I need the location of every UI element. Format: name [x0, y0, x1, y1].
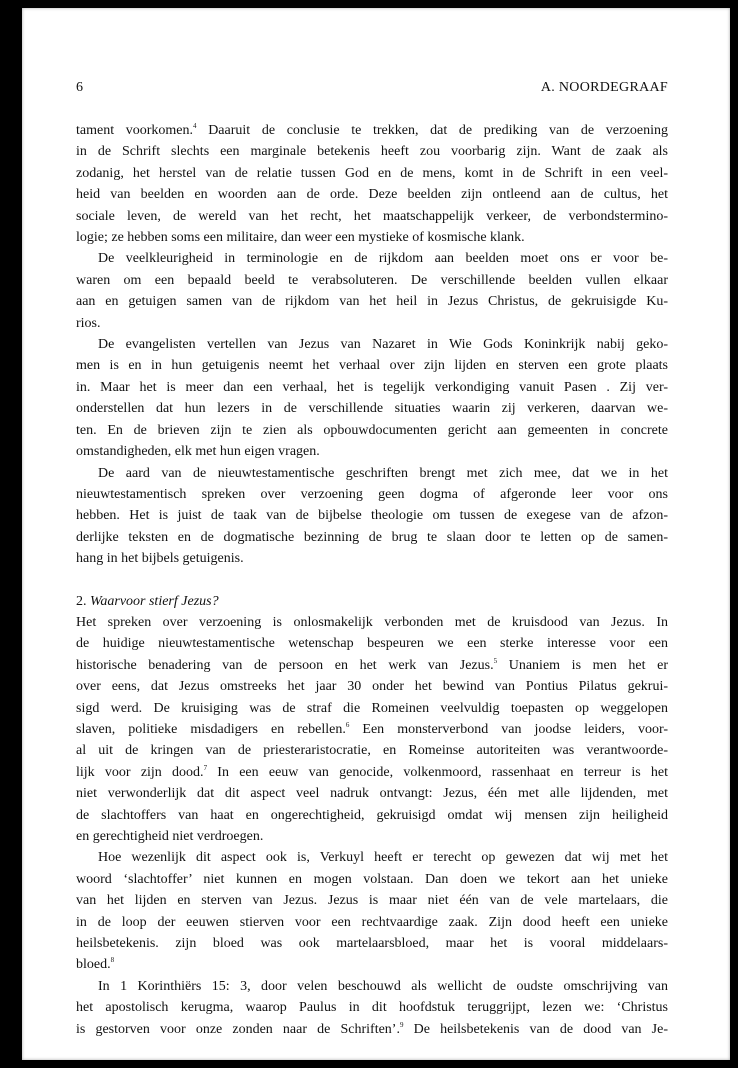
text-line: De evangelisten vertellen van Jezus van Nazaret in Wie Gods Koninkrijk nabij geko-: [98, 337, 668, 353]
text-line: in de Schrift slechts een marginale betekenis heeft zou voorbarig zijn. Want de zaak als: [76, 144, 668, 160]
text-line: de slachtoffers van haat en ongerechtigheid, gekruisigd omdat wij mensen zijn heiligheid: [76, 807, 668, 823]
text-line: tament voorkomen.$^4$ Daaruit de conclusie te trekken, dat de prediking van de verzoening: [76, 122, 668, 138]
running-head: A. NOORDEGRAAF: [540, 80, 668, 95]
page-number: 6: [76, 80, 83, 95]
text-line: waren om een bepaald beeld te verabsoluteren. De verschillende beelden vullen elkaar: [76, 272, 668, 288]
footnote-marker: 7: [203, 763, 208, 772]
footnote-marker: 4: [193, 122, 197, 130]
text-line: niet verwonderlijk dat dit aspect veel nadruk ontvangt: Jezus, één met alle lijdenden, met: [76, 786, 668, 802]
text-line: In 1 Korinthiërs 15: 3, door velen beschouwd als wellicht de oudste omschrijving van: [98, 978, 668, 994]
text-line: onderstellen dat hun lezers in de verschillende situaties waarin zij verkeren, daarvan we-: [76, 401, 668, 417]
footnote-marker: 9: [399, 1020, 404, 1029]
text-line: Hoe wezenlijk dit aspect ook is, Verkuyl heeft er terecht op gewezen dat wij met het: [98, 850, 668, 866]
text-line: historische benadering van de persoon en het werk van Jezus.$^5$ Unaniem is men het er: [76, 656, 668, 673]
text-line: aan en getuigen samen van de rijkdom van het heil in Jezus Christus, de gekruisigde Ku-: [76, 294, 668, 310]
text-line: sigd werd. De kruisiging was de straf die Romeinen veelvuldig toepasten op weggelopen: [76, 700, 668, 716]
footnote-marker: 8: [110, 956, 115, 965]
document-page: [22, 8, 730, 1060]
text-line: ten. En de brieven zijn te zien als opbouwdocumenten gericht aan gemeenten in concrete: [76, 422, 668, 438]
body-text: [76, 120, 668, 1040]
text-line: hebben. Het is juist de taak van de bijbelse theologie om tussen de exegese van de afzon-: [76, 508, 668, 524]
text-line: en gerechtigheid niet verdroegen.: [76, 829, 264, 844]
text-line: het apostolisch kerugma, waarop Paulus in dit hoofdstuk teruggrijpt, lezen we: ‘Christus: [76, 1000, 668, 1016]
text-line: woord ‘slachtoffer’ niet kunnen en mogen volstaan. Dan doen we tekort aan het unieke: [76, 871, 668, 887]
section-number: 2.: [76, 593, 87, 609]
text-line: bloed.$^8$: [76, 956, 115, 973]
text-line: rios.: [76, 315, 101, 331]
text-line: Het spreken over verzoening is onlosmakelijk verbonden met de kruisdood van Jezus. In: [76, 614, 668, 630]
text-line: lijk voor zijn dood.$^7$ In een eeuw van genocide, volkenmoord, rassenhaat en terreur is het: [76, 763, 669, 780]
text-line: De veelkleurigheid in terminologie en de rijkdom aan beelden moet ons er voor be-: [98, 251, 668, 267]
text-line: slaven, politieke misdadigers en rebellen.$^6$ Een monsterverbond van joodse leiders, voor-: [76, 720, 668, 737]
text-line: hang in het bijbels getuigenis.: [76, 551, 244, 567]
text-line: al uit de kringen van de priesteraristocratie, en Romeinse autoriteiten was verantwoorde-: [76, 743, 668, 759]
text-line: heid van beelden en woorden aan de orde. Deze beelden zijn ontleend aan de cultus, het: [76, 187, 668, 203]
text-line: over eens, dat Jezus omstreeks het jaar 30 onder het bewind van Pontius Pilatus gekrui-: [76, 679, 668, 695]
text-line: van het lijden en sterven van Jezus. Jezus is maar niet één van de vele martelaars, die: [76, 893, 668, 909]
text-line: De aard van de nieuwtestamentische geschriften brengt met zich mee, dat we in het: [98, 465, 668, 481]
footnote-marker: 6: [345, 720, 350, 729]
text-line: omstandigheden, elk met hun eigen vragen.: [76, 444, 320, 460]
text-line: in. Maar het is meer dan een verhaal, het is tegelijk verkondiging vanuit Pasen . Zij ver-: [76, 379, 668, 395]
text-line: men is en in hun getuigenis neemt het verhaal over zijn lijden en sterven een grote plaats: [76, 358, 668, 374]
text-line: heilsbetekenis. zijn bloed was ook martelaarsbloed, maar het is vooral middelaars-: [76, 936, 668, 952]
text-line: de huidige nieuwtestamentische wetenschap bespeuren we een sterke interesse voor een: [76, 636, 668, 652]
text-line: zodanig, het herstel van de relatie tussen God en de mens, komt in de Schrift in een veel-: [76, 165, 668, 181]
section-heading: [76, 591, 668, 612]
text-line: nieuwtestamentisch spreken over verzoening geen dogma of afgeronde leer voor ons: [76, 486, 668, 502]
text-line: is gestorven voor onze zonden naar de Schriften’.$^9$ De heilsbetekenis van de dood van Je-: [76, 1020, 668, 1037]
text-line: logie; ze hebben soms een militaire, dan weer een mystieke of kosmische klank.: [76, 230, 525, 246]
footnote-marker: 5: [493, 656, 498, 665]
text-line: derlijke teksten en de dogmatische bezinning de brug te slaan door te letten op de samen-: [76, 529, 668, 545]
section-title: Waarvoor stierf Jezus?: [90, 593, 219, 609]
text-line: sociale leven, de wereld van het recht, het maatschappelijk verkeer, de verbondstermino-: [76, 208, 668, 224]
text-line: in de loop der eeuwen stierven voor een rechtvaardige zaak. Zijn dood heeft een unieke: [76, 914, 668, 930]
